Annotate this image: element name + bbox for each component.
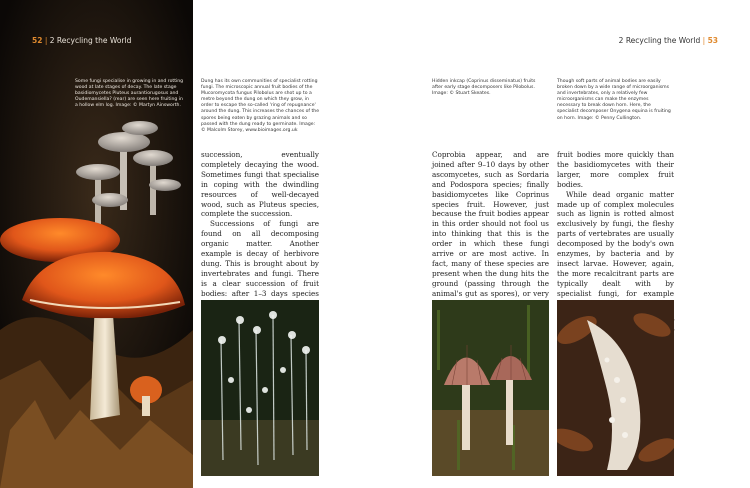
- col2-paragraph: Coprobia appear, and are joined after 9–10 days by other ascomycetes, such as Sordaria and Podospora species; finally basidiomycetes like Coprinus species fruit. However, just because the fruit bodies appear in this order should not fool us into thinking that this is the order in which these fungi arrive or are most active. In fact, many of these species are present when the dung hits the ground (passing through the animal's gut as spores), or very: [432, 150, 549, 298]
- left-chapter-number: 2: [49, 36, 55, 45]
- right-page-number: 53: [707, 36, 718, 45]
- col3-paragraph: While dead organic matter made up of complex molecules such as lignin is rotted almost exclusively by fungi, the fleshy parts of vertebrates are usually decomposed by the body's own enzymes, by bacteria and by insect larvae. However, again, the more recalcitrant parts are typically dealt with by specialist fungi, for example: [557, 189, 674, 298]
- mushroom-photo: [0, 0, 193, 488]
- left-photo-caption: Some fungi specialise in growing in and rotting wood at late stages of decay. The late stage basidiomycetes Pluteus aurantiorugosus and Oudemansiella? (rear) are seen here fruiting in a hollow elm log. Image: © Martyn Ainsworth.: [75, 79, 184, 109]
- right-chapter-number: 2: [618, 36, 624, 45]
- left-page-number: 52: [32, 36, 43, 45]
- pilobolus-photo: [201, 300, 319, 476]
- inkcap-caption: Hidden inkcap (Coprinus disseminatus) fruits after early stage decomposers like Pilobolus. Image: © Stuart Skeates.: [432, 79, 536, 97]
- right-running-head: 2 Recycling the World | 53: [618, 36, 718, 45]
- dung-caption: Dung has its own communities of specialist rotting fungi. The microscopic annual fruit bodies of the Mucoromycota fungus Pilobolus are shot up to a metre beyond the dung on which they grow, in order to escape the so-called 'ring of repugnance' around the dung. This increases the chances of the spores being eaten by grazing animals and so passed with the dung ready to germinate. Image: © Malcolm Storey, www.bioimages.org.uk: [201, 79, 320, 133]
- col1-paragraph: Successions of fungi are found on all decomposing organic matter. Another example is decay of herbivore dung. This is brought about by invertebrates and fungi. There is a clear succession of fruit bodies: after 1–3 days species: [201, 219, 319, 298]
- left-running-head: 52 | 2 Recycling the World: [32, 36, 132, 45]
- horn-fungus-photo: [557, 300, 674, 476]
- col1-paragraph: succession, eventually completely decaying the wood. Sometimes fungi that specialise in coping with the dwindling resources of well-decayed wood, such as Pluteus species, complete the succession.: [201, 150, 319, 219]
- col3-paragraph: fruit bodies more quickly than the basidiomycetes with their larger, more complex fruit bodies.: [557, 150, 674, 189]
- inkcap-photo: [432, 300, 549, 476]
- left-chapter-title: Recycling the World: [56, 36, 132, 45]
- hoof-caption: Though soft parts of animal bodies are easily broken down by a wide range of microorganisms and invertebrates, only a relatively few microorganisms can make the enzymes necessary to break down horn. Here, the specialist decomposer Onygena equina is fruiting on horn. Image: © Penny Cullington.: [557, 79, 671, 121]
- right-chapter-title: Recycling the World: [625, 36, 701, 45]
